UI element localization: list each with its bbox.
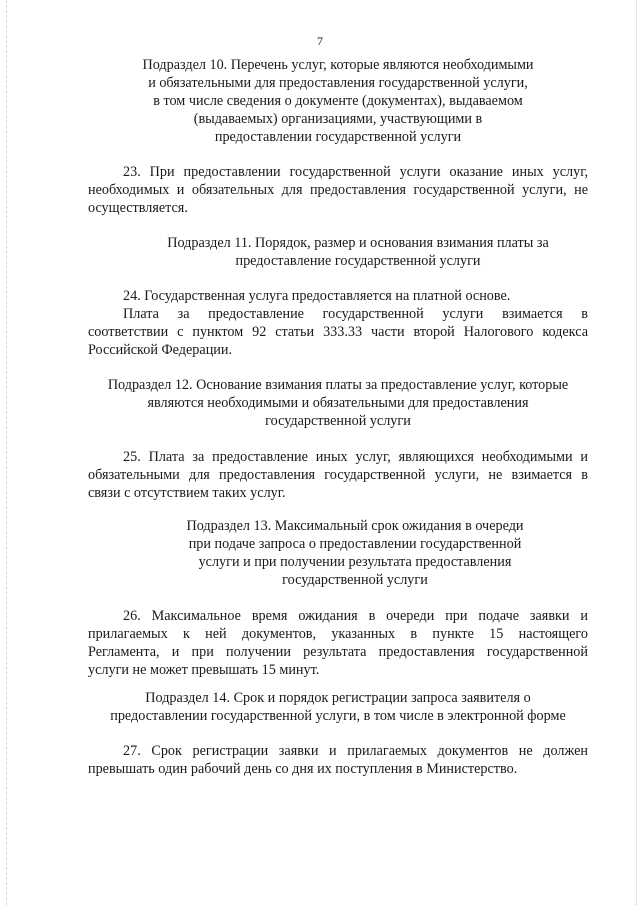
heading-line: государственной услуги: [265, 413, 411, 429]
paragraph-line: превышать один рабочий день со дня их поступления в Министерство.: [88, 761, 518, 777]
paragraph-line: 23. При предоставлении государственной услуги оказание иных услуг,: [123, 164, 588, 180]
paragraph-line: осуществляется.: [88, 200, 188, 216]
section-12-heading: [88, 376, 588, 430]
heading-line: и обязательными для предоставления государственной услуги,: [148, 75, 528, 91]
heading-line: услуги и при получении результата предоставления: [198, 554, 512, 570]
heading-line: Подраздел 14. Срок и порядок регистрации запроса заявителя о: [145, 690, 531, 706]
page-number: 7: [317, 34, 323, 48]
heading-line: при подаче запроса о предоставлении государственной: [188, 536, 522, 552]
paragraph-line: 25. Плата за предоставление иных услуг, являющихся необходимыми и: [123, 449, 588, 465]
paragraph-line: соответствии с пунктом 92 статьи 333.33 части второй Налогового кодекса: [88, 324, 588, 340]
heading-line: Подраздел 12. Основание взимания платы за предоставление услуг, которые: [107, 377, 569, 393]
heading-line: предоставлении государственной услуги: [214, 129, 462, 145]
paragraph-line: прилагаемых к ней документов, указанных в пункте 15 настоящего: [88, 626, 588, 642]
paragraph-24: [88, 287, 588, 359]
heading-line: Подраздел 11. Порядок, размер и основания взимания платы за: [167, 235, 549, 251]
paragraph-line: необходимых и обязательных для предоставления государственной услуги, не: [88, 182, 588, 198]
paragraph-25: [88, 448, 588, 502]
section-14-heading: [88, 689, 588, 725]
heading-line: являются необходимыми и обязательными для предоставления: [147, 395, 529, 411]
heading-line: государственной услуги: [282, 572, 428, 588]
heading-line: предоставлении государственной услуги, в том числе в электронной форме: [110, 708, 566, 724]
heading-line: Подраздел 10. Перечень услуг, которые являются необходимыми: [142, 57, 534, 73]
paragraph-line: Плата за предоставление государственной услуги взимается в: [123, 306, 588, 322]
section-10-heading: [90, 56, 586, 146]
heading-line: в том числе сведения о документе (документах), выдаваемом: [153, 93, 523, 109]
heading-line: (выдаваемых) организациями, участвующими в: [193, 111, 483, 127]
paragraph-26: [88, 607, 588, 679]
paragraph-line: связи с отсутствием таких услуг.: [88, 485, 286, 501]
heading-line: Подраздел 13. Максимальный срок ожидания в очереди: [186, 518, 524, 534]
paragraph-line: обязательными для предоставления государственной услуги, не взимается в: [88, 467, 588, 483]
paragraph-line: Регламента, и при получении результата предоставления государственной: [88, 644, 588, 660]
section-11-heading: [110, 234, 606, 270]
scan-edge-right: [636, 0, 637, 905]
paragraph-line: 27. Срок регистрации заявки и прилагаемых документов не должен: [123, 743, 588, 759]
heading-line: предоставление государственной услуги: [235, 253, 481, 269]
paragraph-line: 24. Государственная услуга предоставляется на платной основе.: [123, 288, 511, 304]
scan-edge-left: [6, 0, 7, 905]
paragraph-line: 26. Максимальное время ожидания в очереди при подаче заявки и: [123, 608, 588, 624]
paragraph-23: [88, 163, 588, 217]
paragraph-27: [88, 742, 588, 778]
paragraph-line: услуги не может превышать 15 минут.: [88, 662, 320, 678]
section-13-heading: [160, 517, 550, 589]
paragraph-line: Российской Федерации.: [88, 342, 233, 358]
